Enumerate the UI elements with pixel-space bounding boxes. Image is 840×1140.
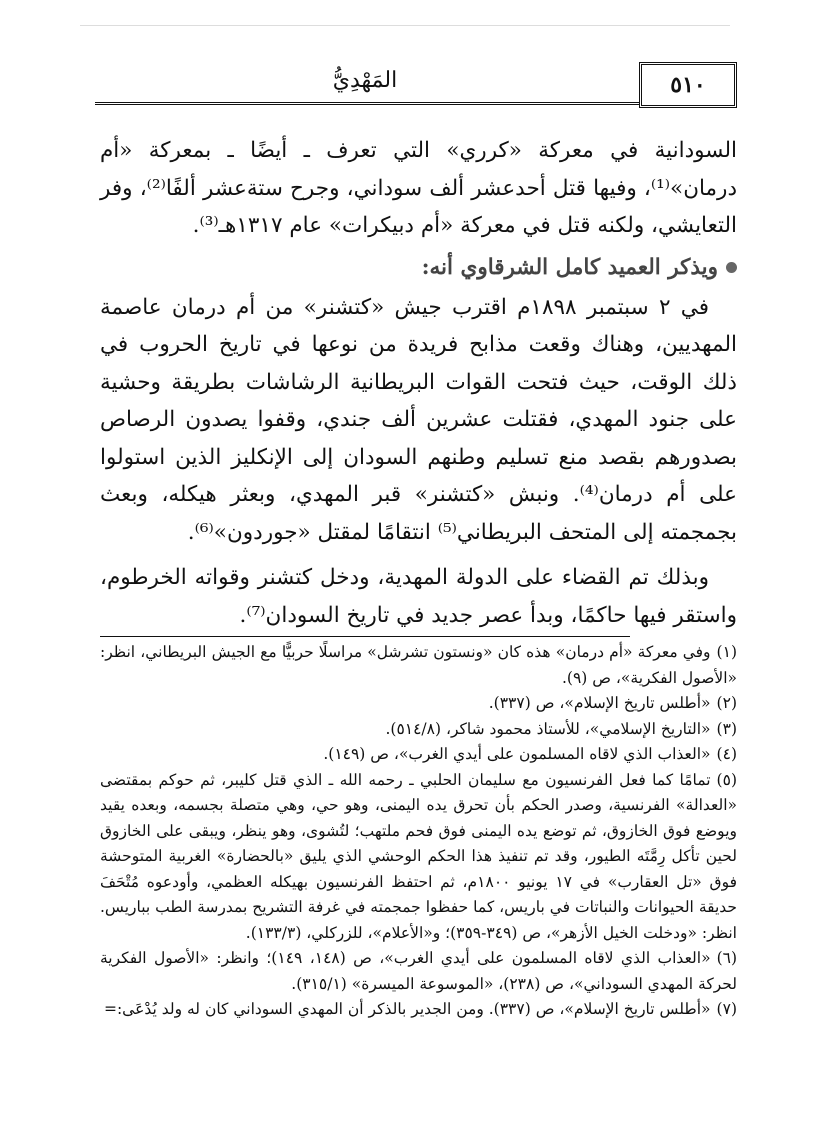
footnote	[100, 946, 737, 997]
page-edge-line	[80, 25, 730, 26]
footnote	[100, 997, 737, 1023]
footnote-number: (٢)	[716, 694, 737, 712]
footnote-number: (١)	[716, 643, 737, 661]
footnote	[100, 640, 737, 691]
main-text	[100, 132, 737, 634]
footnote-text: «العذاب الذي لاقاه المسلمون على أيدي الغرب»، ص (١٤٩).	[323, 745, 711, 763]
paragraph-1: السودانية في معركة «كرري» التي تعرف ـ أيضًا ـ بمعركة «أم درمان»⁽¹⁾، وفيها قتل أحدعشر ألف سوداني، وجرح ستةعشر ألفًا⁽²⁾، وفر التعايشي، ولكنه قتل في معركة «أم دبيكرات» عام ١٣١٧هـ⁽³⁾.	[100, 138, 738, 238]
footnote-text: «التاريخ الإسلامي»، للأستاذ محمود شاكر، (٥١٤/٨).	[385, 719, 711, 738]
footnote-number: (٦)	[716, 949, 738, 967]
footnote	[100, 768, 737, 947]
bullet-icon	[726, 262, 737, 273]
footnote	[100, 742, 737, 768]
section-heading-text: ويذكر العميد كامل الشرقاوي أنه:	[421, 254, 718, 280]
running-title: المَهْدِيُّ	[332, 68, 398, 93]
page-header	[95, 62, 737, 106]
paragraph-3: وبذلك تم القضاء على الدولة المهدية، ودخل كتشنر وقواته الخرطوم، واستقر فيها حاكمًا، وبدأ عصر جديد في تاريخ السودان⁽⁷⁾.	[100, 565, 737, 628]
footnote	[100, 717, 737, 743]
section-heading	[100, 249, 737, 287]
footnote-text: «أطلس تاريخ الإسلام»، ص (٣٣٧).	[488, 694, 711, 712]
footnote-number: (٧)	[716, 1000, 737, 1018]
footnote-separator	[100, 636, 630, 637]
footnotes	[100, 640, 737, 1023]
footnote-text: «أطلس تاريخ الإسلام»، ص (٣٣٧). ومن الجدير بالذكر أن المهدي السوداني كان له ولد يُدْعَى:=	[103, 1000, 711, 1018]
footnote-number: (٣)	[716, 719, 737, 738]
footnote-text: «العذاب الذي لاقاه المسلمون على أيدي الغرب»، ص (١٤٨، ١٤٩)؛ وانظر: «الأصول الفكرية لحركة المهدي السوداني»، ص (٢٣٨)، «الموسوعة الميسرة» (٣١٥/١).	[100, 949, 737, 993]
footnote-text: وفي معركة «أم درمان» هذه كان «ونستون تشرشل» مراسلًا حربيًّا مع الجيش البريطاني، انظر: «الأصول الفكرية»، ص (٩).	[100, 643, 737, 687]
footnote	[100, 691, 737, 717]
page-number-box: ٥١٠	[639, 62, 737, 108]
footnote-text: تمامًا كما فعل الفرنسيون مع سليمان الحلبي ـ رحمه الله ـ الذي قتل كليبر، ثم حوكم بمقتضى «العدالة» الفرنسية، وصدر الحكم بأن تحرق يده اليمنى، وهو حي، وهي متصلة بجسمه، وبعده يقيد ويوضع فوق الخازوق، ثم توضع يده اليمنى فوق فحم ملتهب؛ لتُشوى، وهو ينظر، ويبقى على الخازوق لحين تأكل رِمَّتَه الطيور، وقد تم تنفيذ هذا الحكم الوحشي الذي يليق «بالحضارة» الغربية المتوحشة فوق «تل العقارب» في ١٧ يونيو ١٨٠٠م، ثم احتفظ الفرنسيون بهيكله العظمي، وأودعوه مُتْحَفَ حديقة الحيوانات والنباتات في باريس، كما حفظوا جمجمته في غرفة التشريح بمدرسة الطب بباريس. انظر: «ودخلت الخيل الأزهر»، ص (٣٤٩-٣٥٩)؛ و«الأعلام»، للزركلي، (١٣٣/٣).	[100, 770, 737, 942]
paragraph-2: في ٢ سبتمبر ١٨٩٨م اقترب جيش «كتشنر» من أم درمان عاصمة المهديين، وهناك وقعت مذابح فريدة من نوعها في تاريخ الحروب في ذلك الوقت، حيث فتحت القوات البريطانية الرشاشات بطريقة وحشية على جنود المهدي، فقتلت عشرين ألف جندي، وقفوا يصدون الرصاص بصدورهم بقصد منع تسليم وطنهم السودان إلى الإنكليز الذين استولوا على أم درمان⁽⁴⁾. ونبش «كتشنر» قبر المهدي، وبعثر هيكله، وبعث بجمجمته إلى المتحف البريطاني⁽⁵⁾ انتقامًا لمقتل «جوردون»⁽⁶⁾.	[100, 294, 737, 545]
footnote-number: (٤)	[716, 745, 737, 763]
footnote-number: (٥)	[716, 770, 737, 789]
